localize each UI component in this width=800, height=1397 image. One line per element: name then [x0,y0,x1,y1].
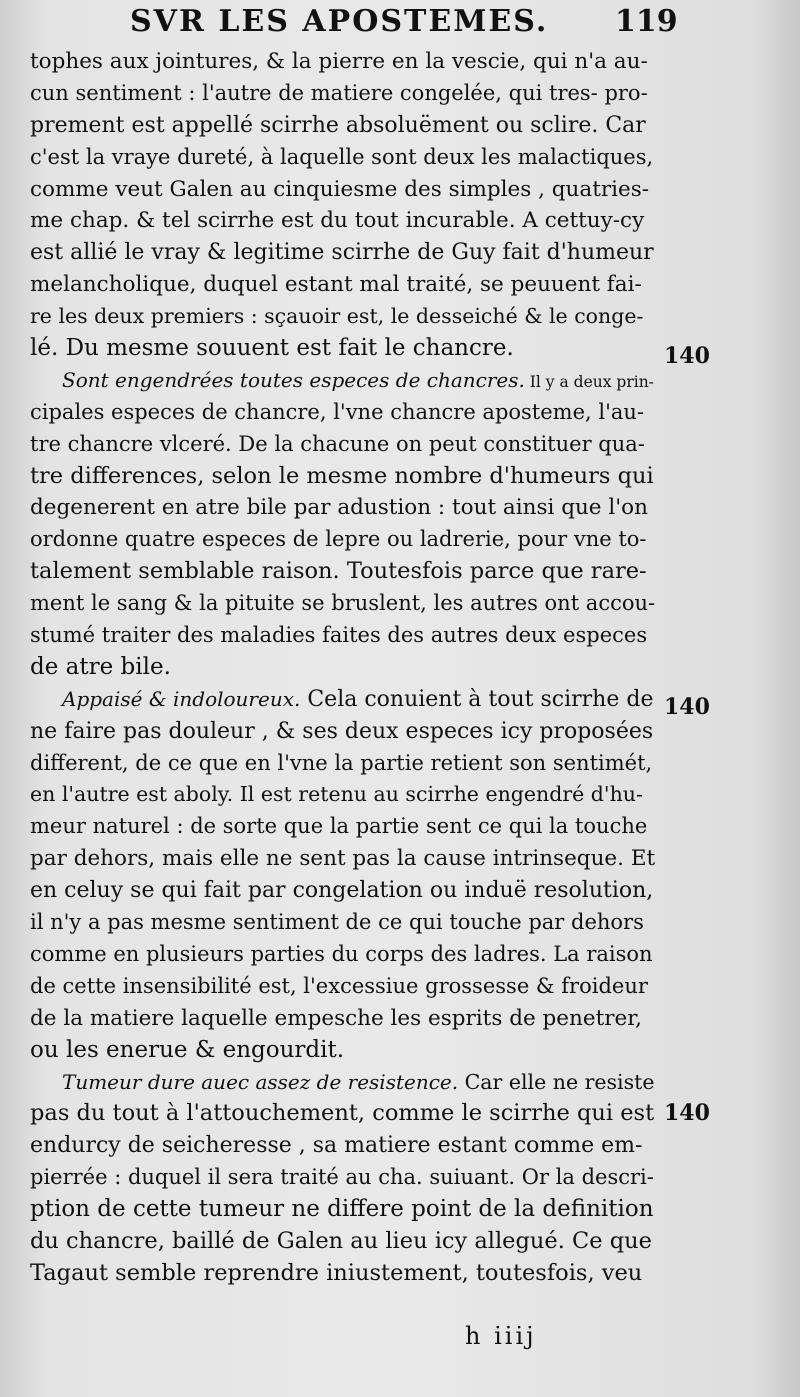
text-line [30,748,655,780]
line-text: il n'y a pas mesme sentiment de ce qui touche par dehors [30,910,644,935]
text-line [30,971,655,1003]
rubric-lemma: Tumeur dure auec assez de resistence. [62,1069,459,1094]
line-text: endurcy de seicheresse , sa matiere estant comme em- [30,1133,643,1159]
line-text: comme veut Galen au cinquiesme des simples , quatries- [30,176,650,202]
line-text: ption de cette tumeur ne differe point de la definition [30,1196,654,1223]
running-head: SVR LES APOSTEMES. [130,4,549,39]
body-text [30,46,655,1290]
line-text: tre chancre vlceré. De la chacune on peut constituer qua- [30,431,645,456]
text-line [30,1226,655,1258]
text-line [30,1067,655,1099]
text-line [30,875,655,907]
line-text: ou les enerue & engourdit. [30,1036,345,1063]
line-text: en celuy se qui fait par congelation ou induë resolution, [30,878,654,904]
text-line [30,1003,655,1035]
line-text: pierrée : duquel il sera traité au cha. suiuant. Or la descri- [30,1165,654,1190]
text-line [30,269,655,301]
text-line [30,1194,655,1226]
text-line [30,1258,655,1290]
text-line [30,843,655,875]
line-text: de la matiere laquelle empesche les esprits de penetrer, [30,1005,642,1031]
margin-note: 140 [664,343,710,369]
signature-mark: h iiij [465,1322,537,1350]
line-text: ment le sang & la pituite se bruslent, les autres ont accou- [30,591,655,616]
text-line [30,365,655,397]
line-text: prement est appellé scirrhe absoluëment ou sclire. Car [30,112,646,138]
text-line [30,939,655,971]
text-line [30,110,655,142]
line-text: en l'autre est aboly. Il est retenu au scirrhe engendré d'hu- [30,782,643,807]
page-number: 119 [615,4,678,39]
text-line [30,907,655,939]
line-text: Car elle ne resiste [458,1069,655,1094]
line-text: meur naturel : de sorte que la partie sent ce qui la touche [30,814,648,839]
text-line [30,397,655,429]
line-text: cipales especes de chancre, l'vne chancre aposteme, l'au- [30,399,644,424]
margin-note: 140 [664,694,710,720]
text-line [30,205,655,237]
line-text: stumé traiter des maladies faites des autres deux especes [30,623,648,648]
line-text: degenerent en atre bile par adustion : tout ainsi que l'on [30,495,648,521]
line-text: de atre bile. [30,653,171,680]
page-header [30,4,760,44]
line-text: comme en plusieurs parties du corps des ladres. La raison [30,941,653,966]
text-line [30,1162,655,1194]
text-line [30,429,655,461]
line-text: ordonne quatre especes de lepre ou ladrerie, pour vne to- [30,527,647,552]
line-text: Il y a deux prin- [524,372,654,391]
text-line [30,237,655,269]
text-line [30,174,655,206]
line-text: different, de ce que en l'vne la partie retient son sentimét, [30,750,653,775]
text-line [30,46,655,78]
line-text: lé. Du mesme souuent est fait le chancre. [30,335,514,362]
text-line [30,1098,655,1130]
text-line [30,716,655,748]
line-text: re les deux premiers : sçauoir est, le desseiché & le conge- [30,304,644,329]
text-line [30,78,655,110]
line-text: me chap. & tel scirrhe est du tout incurable. A cettuy-cy [30,208,645,234]
line-text: de cette insensibilité est, l'excessiue grossesse & froideur [30,973,648,998]
text-line [30,142,655,174]
text-line [30,1035,655,1067]
text-line [30,620,655,652]
text-line [30,301,655,333]
text-line [30,652,655,684]
rubric-lemma: Sont engendrées toutes especes de chancres. [62,367,525,392]
text-line [30,684,655,716]
text-line [30,461,655,493]
line-text: du chancre, baillé de Galen au lieu icy allegué. Ce que [30,1227,652,1254]
line-text: pas du tout à l'attouchement, comme le scirrhe qui est [30,1100,655,1127]
text-line [30,492,655,524]
text-line [30,556,655,588]
line-text: par dehors, mais elle ne sent pas la cause intrinseque. Et [30,846,655,872]
line-text: ne faire pas douleur , & ses deux especes icy proposées [30,718,654,744]
margin-note: 140 [664,1100,710,1126]
text-line [30,811,655,843]
line-text: tre differences, selon le mesme nombre d'humeurs qui [30,462,654,489]
text-line [30,333,655,365]
line-text: tophes aux jointures, & la pierre en la vescie, qui n'a au- [30,49,648,74]
line-text: c'est la vraye dureté, à laquelle sont deux les malactiques, [30,144,654,169]
line-text: cun sentiment : l'autre de matiere congelée, qui tres- pro- [30,80,648,105]
line-text: Tagaut semble reprendre iniustement, toutesfois, veu [30,1259,643,1286]
line-text: est allié le vray & legitime scirrhe de Guy fait d'humeur [30,240,654,266]
text-line [30,588,655,620]
line-text: melancholique, duquel estant mal traité, se peuuent fai- [30,272,642,298]
text-line [30,779,655,811]
text-line [30,524,655,556]
text-line [30,1130,655,1162]
line-text: Cela conuient à tout scirrhe de [300,686,654,712]
rubric-lemma: Appaisé & indoloureux. [62,686,301,711]
line-text: talement semblable raison. Toutesfois parce que rare- [30,558,647,585]
